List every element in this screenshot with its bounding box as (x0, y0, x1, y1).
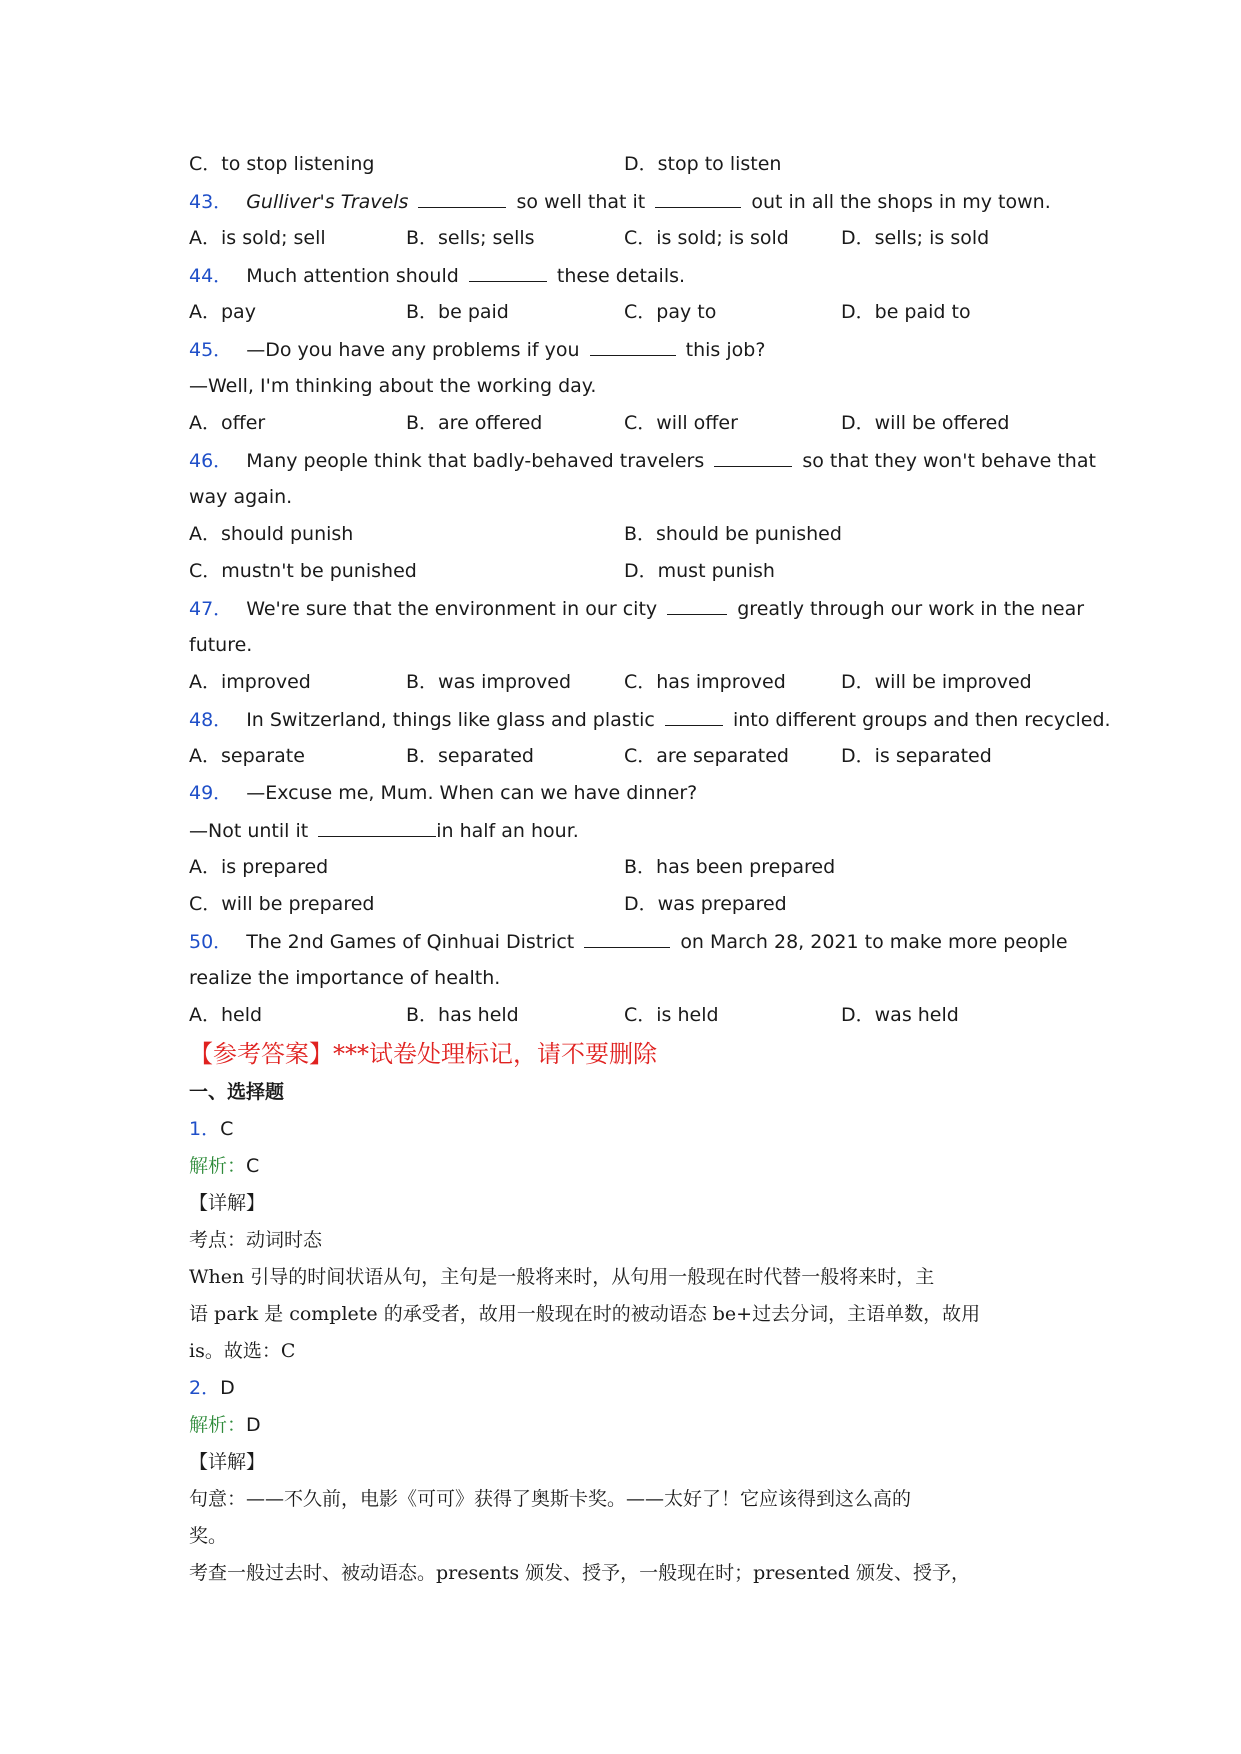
analysis-value: D (246, 1414, 261, 1436)
option-c: C．mustn't be punished (189, 560, 417, 582)
q42-options (189, 146, 1059, 183)
q49-options-ab (189, 849, 1059, 886)
question-number: 43． (189, 191, 233, 213)
option-c: C．is held (624, 1004, 719, 1026)
q50-options (189, 997, 1059, 1034)
analysis-label: 解析： (189, 1155, 247, 1177)
section-heading: 一、选择题 (189, 1081, 285, 1103)
answer-blank (418, 183, 506, 208)
explanation-line: 考查一般过去时、被动语态。presents 颁发、授予，一般现在时；presented 颁发、授予， (189, 1562, 970, 1584)
question-number: 44． (189, 265, 233, 287)
question-number: 50． (189, 931, 233, 953)
option-b: B．should be punished (624, 523, 842, 545)
question-number: 48． (189, 709, 233, 731)
option-c: C．will offer (624, 412, 738, 434)
answer-blank (584, 923, 670, 948)
option-a: A．should punish (189, 523, 354, 545)
exam-page (189, 146, 1111, 1592)
answer-blank (590, 331, 676, 356)
q48-options (189, 738, 1059, 775)
analysis-value: C (246, 1155, 260, 1177)
answer-number: 1． (189, 1118, 221, 1140)
analysis-label: 解析： (189, 1414, 247, 1436)
option-c: C．pay to (624, 301, 717, 323)
option-b: B．was improved (406, 671, 572, 693)
detail-heading: 【详解】 (189, 1451, 266, 1473)
stem-text: in half an hour. (436, 820, 579, 842)
stem-text: —Not until it (189, 820, 309, 842)
question-number: 47． (189, 598, 233, 620)
option-b: B．separated (406, 745, 534, 767)
q45-stem (189, 331, 1059, 368)
explanation-line: 句意：——不久前，电影《可可》获得了奥斯卡奖。——太好了！它应该得到这么高的 (189, 1488, 912, 1510)
stem-text: Much attention should (246, 265, 459, 287)
q47-line2: future. (189, 634, 253, 656)
stem-text: so well that it (516, 191, 646, 213)
detail-heading: 【详解】 (189, 1192, 266, 1214)
q49-line2 (189, 812, 1059, 849)
option-b: B．are offered (406, 412, 543, 434)
book-title: Gulliver's Travels (246, 191, 409, 213)
option-c: C．has improved (624, 671, 786, 693)
explanation-line: 语 park 是 complete 的承受者，故用一般现在时的被动语态 be+过去分词，主语单数，故用 (189, 1303, 981, 1325)
option-a: A．pay (189, 301, 256, 323)
stem-text: The 2nd Games of Qinhuai District (246, 931, 575, 953)
option-d: D．was held (841, 1004, 959, 1026)
analysis-2 (189, 1407, 1059, 1444)
option-d: D．sells; is sold (841, 227, 990, 249)
q44-options (189, 294, 1059, 331)
stem-text: these details. (556, 265, 686, 287)
q45-line2: —Well, I'm thinking about the working day. (189, 375, 597, 397)
option-d: D．will be offered (841, 412, 1010, 434)
q50-stem (189, 923, 1068, 960)
q46-stem (189, 442, 1096, 479)
stem-text: on March 28, 2021 to make more people (680, 931, 1068, 953)
q43-stem (189, 183, 1059, 220)
answer-1 (189, 1111, 1059, 1148)
q46-options-ab (189, 516, 1059, 553)
option-b: B．sells; sells (406, 227, 535, 249)
option-d: D．stop to listen (624, 153, 782, 175)
option-d: D．must punish (624, 560, 775, 582)
key-point: 考点：动词时态 (189, 1229, 323, 1251)
answer-value: C (220, 1118, 234, 1140)
answer-key-title: 【参考答案】***试卷处理标记，请不要删除 (189, 1040, 657, 1068)
answer-blank (469, 257, 547, 282)
stem-text: In Switzerland, things like glass and plastic (246, 709, 655, 731)
q44-stem (189, 257, 1059, 294)
answer-value: D (220, 1377, 235, 1399)
answer-blank (655, 183, 741, 208)
answer-blank (318, 812, 436, 837)
question-number: 49． (189, 782, 233, 804)
answer-blank (667, 590, 727, 615)
option-a: A．offer (189, 412, 266, 434)
stem-text: We're sure that the environment in our city (246, 598, 658, 620)
answer-blank (714, 442, 792, 467)
option-a: A．is prepared (189, 856, 329, 878)
explanation-line: 奖。 (189, 1525, 228, 1547)
option-d: D．is separated (841, 745, 992, 767)
q48-stem (189, 701, 1111, 738)
option-d: D．will be improved (841, 671, 1032, 693)
answer-2 (189, 1370, 1059, 1407)
q45-options (189, 405, 1059, 442)
explanation-line: When 引导的时间状语从句，主句是一般将来时，从句用一般现在时代替一般将来时，主 (189, 1266, 935, 1288)
answer-blank (665, 701, 723, 726)
option-b: B．has been prepared (624, 856, 836, 878)
option-a: A．improved (189, 671, 311, 693)
option-d: D．was prepared (624, 893, 787, 915)
analysis-1 (189, 1148, 1059, 1185)
q49-stem (189, 775, 1059, 812)
stem-text: this job? (685, 339, 766, 361)
q46-line2: way again. (189, 486, 293, 508)
option-b: B．be paid (406, 301, 509, 323)
q50-line2: realize the importance of health. (189, 967, 501, 989)
q46-options-cd (189, 553, 1059, 590)
answer-number: 2． (189, 1377, 221, 1399)
q47-options (189, 664, 1059, 701)
stem-text: greatly through our work in the near (737, 598, 1085, 620)
stem-text: —Do you have any problems if you (246, 339, 580, 361)
q47-stem (189, 590, 1085, 627)
stem-text: so that they won't behave that (802, 450, 1096, 472)
option-b: B．has held (406, 1004, 519, 1026)
stem-text: into different groups and then recycled. (732, 709, 1111, 731)
question-number: 45． (189, 339, 233, 361)
option-a: A．held (189, 1004, 263, 1026)
option-a: A．separate (189, 745, 305, 767)
explanation-line: is。故选：C (189, 1340, 296, 1362)
option-c: C．is sold; is sold (624, 227, 789, 249)
option-d: D．be paid to (841, 301, 971, 323)
q43-options (189, 220, 1059, 257)
question-number: 46． (189, 450, 233, 472)
q49-options-cd (189, 886, 1059, 923)
stem-text: out in all the shops in my town. (751, 191, 1051, 213)
option-a: A．is sold; sell (189, 227, 326, 249)
option-c: C．are separated (624, 745, 789, 767)
option-c: C．to stop listening (189, 153, 375, 175)
stem-text: Many people think that badly-behaved travelers (246, 450, 705, 472)
stem-text: —Excuse me, Mum. When can we have dinner? (246, 782, 698, 804)
option-c: C．will be prepared (189, 893, 375, 915)
